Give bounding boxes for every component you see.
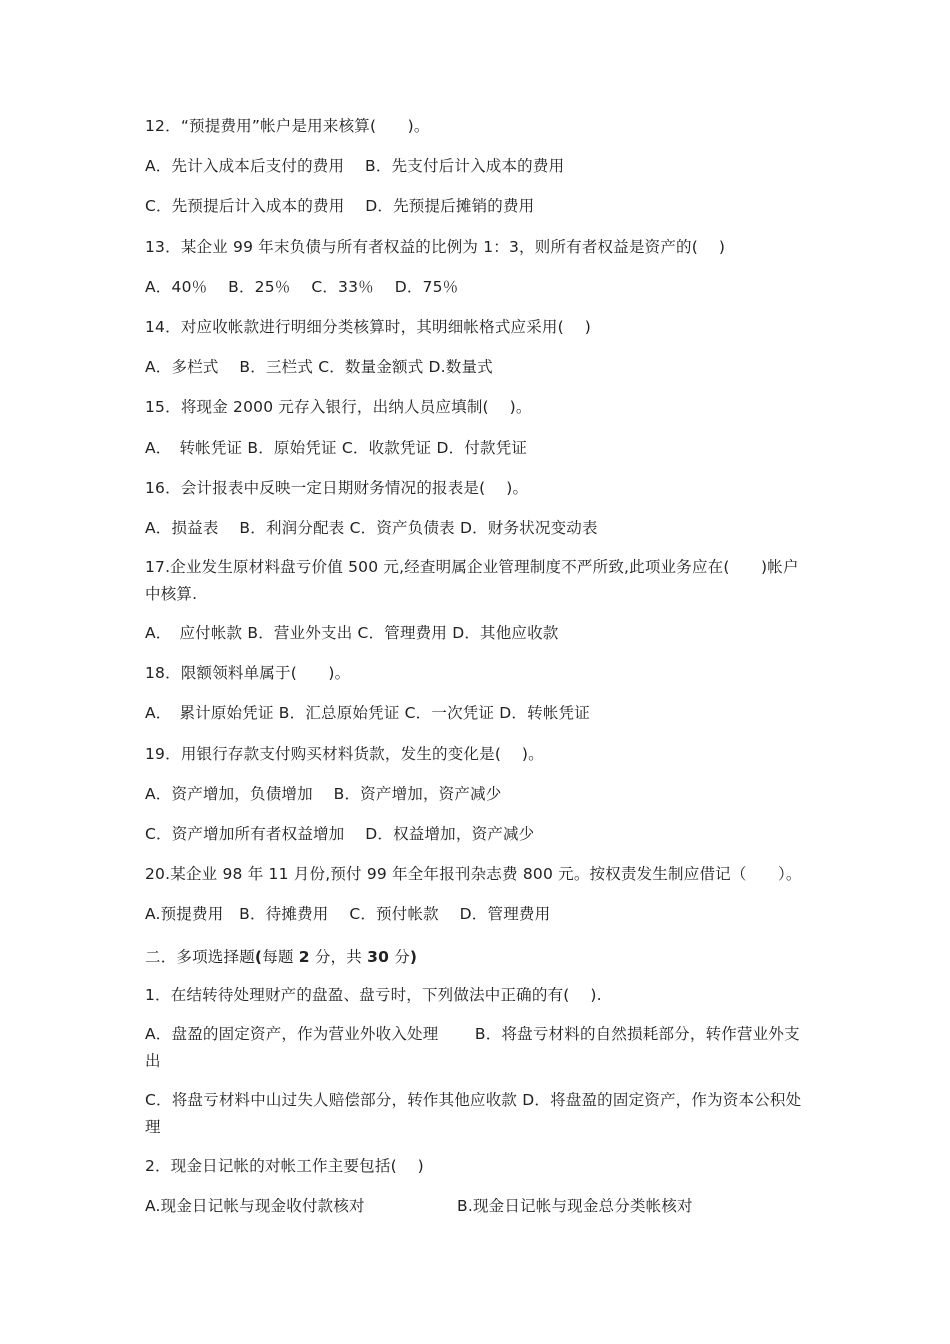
question-12: 12．“预提费用”帐户是用来核算( )。 — [145, 117, 430, 135]
question-19-options-cd: C．资产增加所有者权益增加 D．权益增加，资产减少 — [145, 825, 535, 843]
section-heading-total-score: 30 — [367, 948, 390, 966]
multi-question-2-option-a: A.现金日记帐与现金收付款核对 — [145, 1197, 365, 1215]
question-12-options-cd: C．先预提后计入成本的费用 D．先预提后摊销的费用 — [145, 197, 535, 215]
question-15-options: A． 转帐凭证 B．原始凭证 C．收款凭证 D．付款凭证 — [145, 439, 528, 457]
multi-question-1-options-cd: C．将盘亏材料中山过失人赔偿部分，转作其他应收款 D．将盘盈的固定资产，作为资本公积处理 — [145, 1091, 802, 1136]
section-heading-per-text: 每题 — [262, 948, 299, 966]
multi-question-1-options-ab: A．盘盈的固定资产，作为营业外收入处理 B．将盘亏材料的自然损耗部分，转作营业外支出 — [145, 1025, 800, 1070]
section-heading-close: ) — [409, 948, 418, 966]
question-14: 14．对应收帐款进行明细分类核算时，其明细帐格式应采用( ) — [145, 318, 591, 336]
multi-question-2-option-b: B.现金日记帐与现金总分类帐核对 — [457, 1197, 693, 1215]
question-18: 18．限额领料单属于( )。 — [145, 664, 351, 682]
section-heading-open: ( — [254, 948, 263, 966]
question-13-options: A．40％ B．25％ C．33％ D．75％ — [145, 278, 459, 296]
section-heading-per-score: 2 — [298, 948, 310, 966]
question-16: 16．会计报表中反映一定日期财务情况的报表是( )。 — [145, 479, 529, 497]
question-15: 15．将现金 2000 元存入银行，出纳人员应填制( )。 — [145, 398, 532, 416]
question-18-options: A． 累计原始凭证 B．汇总原始凭证 C．一次凭证 D．转帐凭证 — [145, 704, 590, 722]
question-17-options: A． 应付帐款 B．营业外支出 C．管理费用 D．其他应收款 — [145, 624, 559, 642]
section-heading-close-text: 分 — [389, 948, 410, 966]
multi-question-2: 2．现金日记帐的对帐工作主要包括( ) — [145, 1157, 424, 1175]
question-17: 17.企业发生原材料盘亏价值 500 元,经查明属企业管理制度不严所致,此项业务应在( )帐户中核算. — [145, 558, 799, 603]
question-20-options: A.预提费用 B．待摊费用 C．预付帐款 D．管理费用 — [145, 905, 551, 923]
question-12-options-ab: A．先计入成本后支付的费用 B．先支付后计入成本的费用 — [145, 157, 565, 175]
question-19: 19．用银行存款支付购买材料货款，发生的变化是( )。 — [145, 745, 544, 763]
section-heading-total-text: 分，共 — [309, 948, 368, 966]
question-19-options-ab: A．资产增加，负债增加 B．资产增加，资产减少 — [145, 785, 502, 803]
question-13: 13．某企业 99 年末负债与所有者权益的比例为 1：3，则所有者权益是资产的( ) — [145, 238, 726, 256]
question-14-options: A．多栏式 B．三栏式 C．数量金额式 D.数量式 — [145, 358, 493, 376]
multi-question-1: 1．在结转待处理财产的盘盈、盘亏时，下列做法中正确的有( ). — [145, 986, 602, 1004]
question-20: 20.某企业 98 年 11 月份,预付 99 年全年报刊杂志费 800 元。按权责发生制应借记（ ）。 — [145, 865, 802, 883]
question-16-options: A．损益表 B．利润分配表 C．资产负债表 D．财务状况变动表 — [145, 519, 598, 537]
section-heading-prefix: 二．多项选择题 — [145, 948, 255, 966]
section-heading — [145, 947, 810, 967]
